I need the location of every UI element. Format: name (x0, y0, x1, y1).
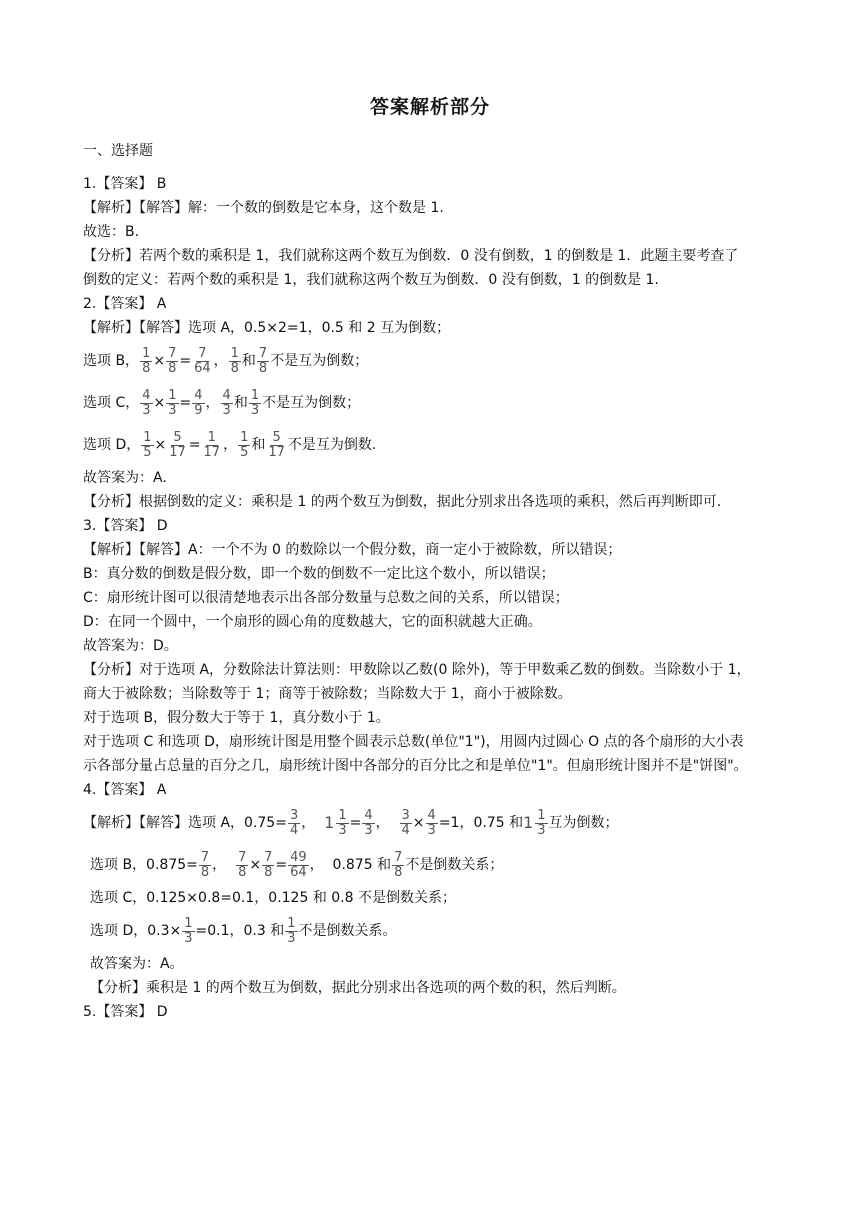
q2-option-b: 选项 B， $\frac{1}{8}$ × $\frac{7}{8}$ = $\frac{7}{64}$ ， $\frac{1}{8}$ 和 $\frac{7}{8}$ 不是互为倒数； (83, 340, 783, 382)
q1-analysis-2: 倒数的定义：若两个数的乘积是 1，我们就称这两个数互为倒数．0 没有倒数，1 的倒数是 1. (83, 272, 659, 288)
answer-body (83, 172, 783, 1024)
fraction: $\frac{4}{3}$ (427, 807, 436, 838)
q2-answer: 2.【答案】 A (83, 296, 167, 312)
q3-explanation-b: B：真分数的倒数是假分数，即一个数的倒数不一定比这个数小，所以错误； (83, 566, 555, 582)
fraction: $\frac{4}{3}$ (364, 807, 373, 838)
q2-analysis: 【分析】根据倒数的定义：乘积是 1 的两个数互为倒数，据此分别求出各选项的乘积，然后再判断即可. (83, 494, 722, 510)
fraction: $\frac{7}{8}$ (238, 849, 247, 880)
fraction: $\frac{1}{3}$ (184, 915, 193, 946)
q2-b-prefix: 选项 B， (83, 353, 140, 369)
q4-option-b: 选项 B，0.875= $\frac{7}{8}$ ， $\frac{7}{8}$ × $\frac{7}{8}$ = $\frac{49}{64}$ ， 0.875 和 $\frac{7}{8}$ 不是倒数关系； (90, 849, 504, 880)
q1-answer: 1.【答案】 B (83, 176, 167, 192)
fraction: $\frac{1}{17}$ (203, 429, 221, 460)
mixed-number: 1 $\frac{1}{3}$ (324, 807, 347, 838)
q3-analysis-4: 对于选项 C 和选项 D，扇形统计图是用整个圆表示总数(单位"1")，用圆内过圆心 O 点的各个扇形的大小表 (83, 734, 744, 750)
q3-explanation-c: C：扇形统计图可以很清楚地表示出各部分数量与总数之间的关系，所以错误； (83, 590, 569, 606)
fraction: $\frac{4}{3}$ (142, 387, 151, 418)
fraction: $\frac{1}{5}$ (240, 429, 249, 460)
fraction: $\frac{7}{8}$ (168, 345, 177, 376)
fraction: $\frac{4}{3}$ (222, 387, 231, 418)
q4-conclusion: 故答案为：A。 (90, 956, 184, 972)
fraction: $\frac{7}{8}$ (200, 849, 210, 880)
fraction: $\frac{7}{8}$ (264, 849, 273, 880)
fraction: $\frac{1}{3}$ (250, 387, 260, 418)
fraction: $\frac{5}{17}$ (169, 429, 186, 460)
q5-answer: 5.【答案】 D (83, 1004, 168, 1020)
page-title: 答案解析部分 (369, 96, 490, 118)
q4-option-c: 选项 C，0.125×0.8=0.1，0.125 和 0.8 不是倒数关系； (90, 890, 456, 906)
q4-answer: 4.【答案】 A (83, 782, 167, 798)
fraction: $\frac{3}{4}$ (289, 807, 299, 838)
fraction: $\frac{1}{3}$ (168, 387, 177, 418)
fraction: $\frac{7}{8}$ (258, 345, 268, 376)
q2-option-d: 选项 D， $\frac{1}{5}$ × $\frac{5}{17}$ = $\frac{1}{17}$ ， $\frac{1}{5}$ 和 $\frac{5}{17}$ 不是互为倒数. (83, 429, 377, 460)
section-heading: 一、选择题 (83, 143, 153, 159)
q3-analysis-5: 示各部分量占总量的百分之几，扇形统计图中各部分的百分比之和是单位"1"。但扇形统计图并不是"饼图"。 (83, 758, 748, 774)
q3-analysis-2: 商大于被除数；当除数等于 1；商等于被除数；当除数大于 1，商小于被除数。 (83, 686, 572, 702)
q4-analysis: 【分析】乘积是 1 的两个数互为倒数，据此分别求出各选项的两个数的积，然后判断。 (90, 980, 626, 996)
q3-explanation-a: 【解析】【解答】A：一个不为 0 的数除以一个假分数，商一定小于被除数，所以错误； (83, 542, 622, 558)
fraction: $\frac{1}{8}$ (142, 345, 151, 376)
fraction: $\frac{7}{8}$ (394, 849, 403, 880)
q2-conclusion: 故答案为：A. (83, 470, 167, 486)
mixed-number: 1 $\frac{1}{3}$ (523, 807, 546, 838)
q3-analysis-1: 【分析】对于选项 A，分数除法计算法则：甲数除以乙数(0 除外)，等于甲数乘乙数的倒数。当除数小于 1， (83, 662, 751, 678)
fraction: $\frac{4}{9}$ (194, 387, 203, 418)
fraction: $\frac{1}{8}$ (230, 345, 239, 376)
fraction: $\frac{5}{17}$ (268, 429, 285, 460)
fraction: $\frac{3}{4}$ (401, 807, 410, 838)
q4-option-d: 选项 D，0.3× $\frac{1}{3}$ =0.1，0.3 和 $\frac{1}{3}$ 不是倒数关系。 (90, 915, 397, 946)
fraction: $\frac{7}{64}$ (194, 345, 211, 376)
q1-choice: 故选：B. (83, 224, 140, 240)
q3-explanation-d: D：在同一个圆中，一个扇形的圆心角的度数越大，它的面积就越大正确。 (83, 614, 542, 630)
fraction: $\frac{49}{64}$ (290, 849, 307, 880)
fraction: $\frac{1}{5}$ (143, 429, 152, 460)
q1-explanation: 【解析】【解答】解：一个数的倒数是它本身，这个数是 1. (83, 200, 444, 216)
q2-option-c: 选项 C， $\frac{4}{3}$ × $\frac{1}{3}$ = $\frac{4}{9}$ ， $\frac{4}{3}$ 和 $\frac{1}{3}$ 不是互为倒数； (83, 387, 361, 418)
q3-analysis-3: 对于选项 B，假分数大于等于 1，真分数小于 1。 (83, 710, 390, 726)
q1-analysis-1: 【分析】若两个数的乘积是 1，我们就称这两个数互为倒数．0 没有倒数，1 的倒数是 1．此题主要考查了 (83, 248, 739, 264)
q4-option-a: 【解析】【解答】选项 A，0.75= $\frac{3}{4}$ ， 1 $\frac{1}{3}$ = $\frac{4}{3}$ ， $\frac{3}{4}$ × $\frac{4}{3}$ =1，0.75 和 1 $\frac{1}{3}$ 互为倒数； (83, 802, 783, 844)
q3-answer: 3.【答案】 D (83, 518, 168, 534)
q2-explanation-a: 【解析】【解答】选项 A，0.5×2=1，0.5 和 2 互为倒数； (83, 320, 451, 336)
q3-conclusion: 故答案为：D。 (83, 638, 178, 654)
fraction: $\frac{1}{3}$ (287, 915, 296, 946)
